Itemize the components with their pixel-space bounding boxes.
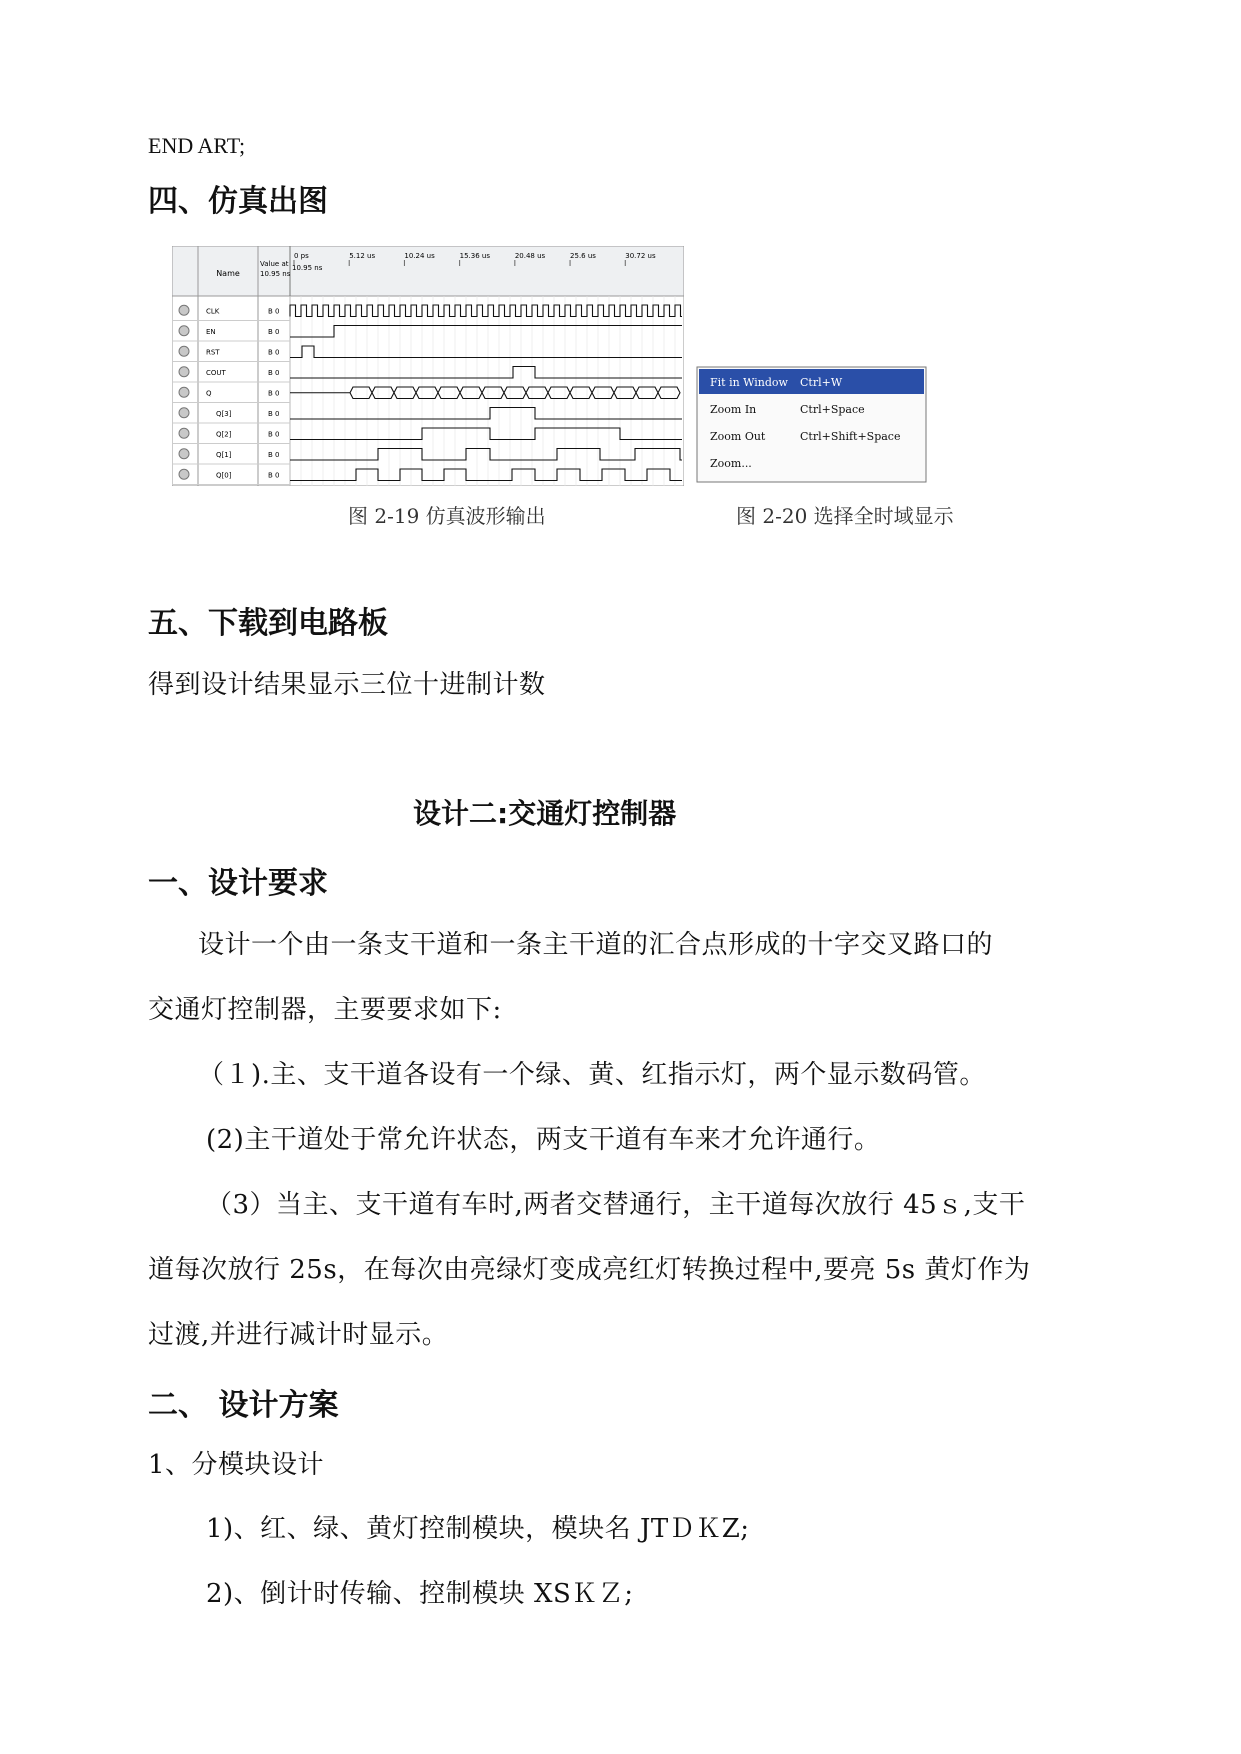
signal-value: B 0	[268, 348, 280, 357]
signal-value: B 0	[268, 450, 280, 459]
signal-value: B 0	[268, 389, 280, 398]
requirement-1: （１).主、支干道各设有一个绿、黄、红指示灯，两个显示数码管。	[198, 1060, 986, 1090]
signal-pin-icon	[179, 387, 189, 397]
signal-name: Q	[206, 389, 212, 398]
signal-pin-icon	[179, 469, 189, 479]
zoom-menu-svg	[696, 366, 928, 484]
signal-name: RST	[206, 348, 220, 357]
signal-value: B 0	[268, 307, 280, 316]
design2-sec2-heading: 二、 设计方案	[148, 1388, 339, 1423]
signal-name: EN	[206, 327, 216, 336]
module-item-2: 2)、倒计时传输、控制模块 XSＫＺ;	[206, 1579, 634, 1609]
col-value-header: Value at	[260, 260, 289, 268]
col-value-subheader: 10.95 ns	[260, 270, 291, 278]
para1-line2: 交通灯控制器，主要要求如下:	[148, 995, 502, 1025]
time-mark: 15.36 us	[459, 252, 490, 260]
menu-item-label: Zoom In	[710, 403, 757, 416]
menu-item-label: Zoom...	[710, 457, 752, 470]
requirement-2: (2)主干道处于常允许状态，两支干道有车来才允许通行。	[206, 1125, 881, 1155]
module-item-1: 1)、红、绿、黄灯控制模块，模块名 JTＤＫZ;	[206, 1514, 750, 1544]
subsection-1: 1、分模块设计	[148, 1450, 325, 1480]
signal-value: B 0	[268, 471, 280, 480]
time-mark: 25.6 us	[570, 252, 596, 260]
menu-item-label: Fit in Window	[710, 376, 788, 389]
signal-value: B 0	[268, 430, 280, 439]
time-mark: 20.48 us	[514, 252, 546, 260]
signal-value: B 0	[268, 327, 280, 336]
code-end-line: END ART;	[148, 133, 246, 158]
col-name-header: Name	[216, 269, 240, 278]
signal-value: B 0	[268, 368, 280, 377]
signal-pin-icon	[179, 428, 189, 438]
signal-pin-icon	[179, 346, 189, 356]
section5-text: 得到设计结果显示三位十进制计数	[148, 670, 546, 700]
requirement-3-line3: 过渡,并进行减计时显示。	[148, 1320, 449, 1350]
signal-pin-icon	[179, 367, 189, 377]
signal-name: Q[1]	[216, 450, 232, 459]
time-mark: 30.72 us	[625, 252, 656, 260]
time-mark: 0 ps	[294, 252, 309, 260]
menu-item-shortcut: Ctrl+W	[800, 376, 843, 389]
waveform-svg	[172, 246, 684, 486]
menu-item-label: Zoom Out	[710, 430, 766, 443]
figure-right-caption: 图 2-20 选择全时域显示	[736, 504, 954, 528]
menu-item-shortcut: Ctrl+Shift+Space	[800, 430, 901, 443]
time-mark: 5.12 us	[349, 252, 376, 260]
para1-line1: 设计一个由一条支干道和一条主干道的汇合点形成的十字交叉路口的	[198, 930, 994, 960]
zoom-menu-figure	[696, 366, 928, 484]
design2-sec1-heading: 一、设计要求	[148, 866, 328, 901]
signal-pin-icon	[179, 305, 189, 315]
section4-heading: 四、仿真出图	[148, 184, 328, 219]
figure-left-caption: 图 2-19 仿真波形输出	[348, 504, 546, 528]
menu-item-shortcut: Ctrl+Space	[800, 403, 865, 416]
signal-name: Q[2]	[216, 430, 232, 439]
time-mark: 10.24 us	[404, 252, 435, 260]
signal-name: COUT	[206, 368, 226, 377]
requirement-3-line1: （3）当主、支干道有车时,两者交替通行，主干道每次放行 45ｓ,支干	[206, 1190, 1026, 1220]
signal-pin-icon	[179, 326, 189, 336]
signal-pin-icon	[179, 449, 189, 459]
signal-pin-icon	[179, 408, 189, 418]
section5-heading: 五、下载到电路板	[148, 606, 388, 641]
requirement-3-line2: 道每次放行 25s，在每次由亮绿灯变成亮红灯转换过程中,要亮 5s 黄灯作为	[148, 1255, 1031, 1285]
design2-title: 设计二:交通灯控制器	[413, 797, 677, 830]
time-cursor-label: 10.95 ns	[292, 264, 323, 272]
signal-name: Q[3]	[216, 409, 232, 418]
signal-value: B 0	[268, 409, 280, 418]
signal-name: Q[0]	[216, 471, 232, 480]
signal-name: CLK	[206, 307, 220, 316]
waveform-figure	[172, 246, 684, 486]
